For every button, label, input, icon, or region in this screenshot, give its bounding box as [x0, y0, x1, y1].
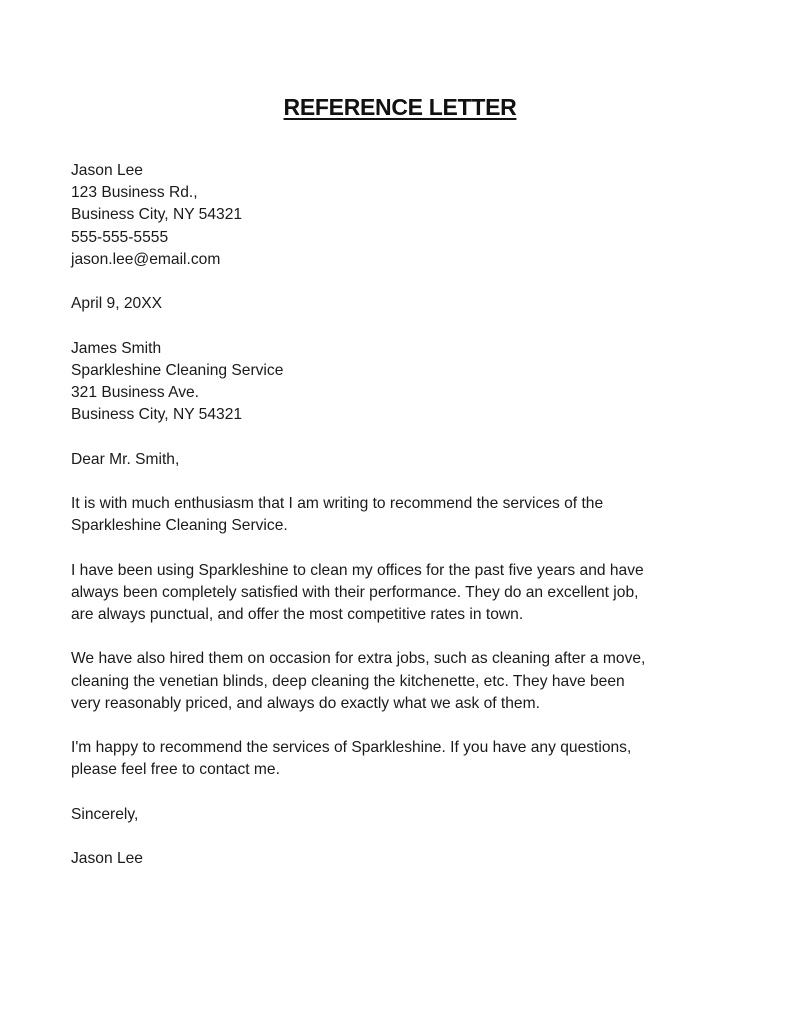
- title-text: REFERENCE LETTER: [283, 94, 517, 120]
- recipient-company: Sparkleshine Cleaning Service: [71, 361, 284, 379]
- letter-date: April 9, 20XX: [71, 295, 163, 313]
- paragraph-line: please feel free to contact me.: [71, 761, 280, 779]
- paragraph-line: Sparkleshine Cleaning Service.: [71, 517, 288, 535]
- sender-email: jason.lee@email.com: [71, 250, 221, 268]
- recipient-block: [71, 338, 731, 427]
- paragraph-line: cleaning the venetian blinds, deep cleaning the kitchenette, etc. They have been: [71, 672, 625, 690]
- signature-name: Jason Lee: [71, 850, 143, 868]
- paragraph-line: always been completely satisfied with their performance. They do an excellent job,: [71, 583, 639, 601]
- paragraph-3: [71, 648, 731, 715]
- recipient-address-line1: 321 Business Ave.: [71, 384, 200, 401]
- page-title: [0, 94, 800, 121]
- recipient-name: James Smith: [71, 339, 162, 357]
- sender-name: Jason Lee: [71, 162, 143, 179]
- salutation-block: [71, 449, 731, 471]
- closing: Sincerely,: [71, 805, 139, 823]
- recipient-address-line2: Business City, NY 54321: [71, 406, 243, 424]
- paragraph-line: are always punctual, and offer the most competitive rates in town.: [71, 605, 524, 623]
- signature-block: [71, 848, 731, 870]
- paragraph-line: It is with much enthusiasm that I am writing to recommend the services of the: [71, 494, 604, 512]
- sender-address-line1: 123 Business Rd.,: [71, 184, 198, 202]
- salutation: Dear Mr. Smith,: [71, 450, 180, 468]
- date-block: [71, 293, 731, 315]
- sender-phone: 555-555-5555: [71, 228, 169, 246]
- paragraph-line: very reasonably priced, and always do exactly what we ask of them.: [71, 694, 540, 712]
- letter-body: [71, 160, 731, 893]
- sender-address-line2: Business City, NY 54321: [71, 206, 243, 224]
- paragraph-line: We have also hired them on occasion for extra jobs, such as cleaning after a move,: [71, 650, 646, 668]
- paragraph-line: I have been using Sparkleshine to clean my offices for the past five years and have: [71, 561, 644, 579]
- paragraph-2: [71, 560, 731, 627]
- paragraph-4: [71, 737, 731, 781]
- sender-block: [71, 160, 731, 271]
- closing-block: [71, 804, 731, 826]
- paragraph-1: [71, 493, 731, 537]
- paragraph-line: I'm happy to recommend the services of Sparkleshine. If you have any questions,: [71, 739, 632, 757]
